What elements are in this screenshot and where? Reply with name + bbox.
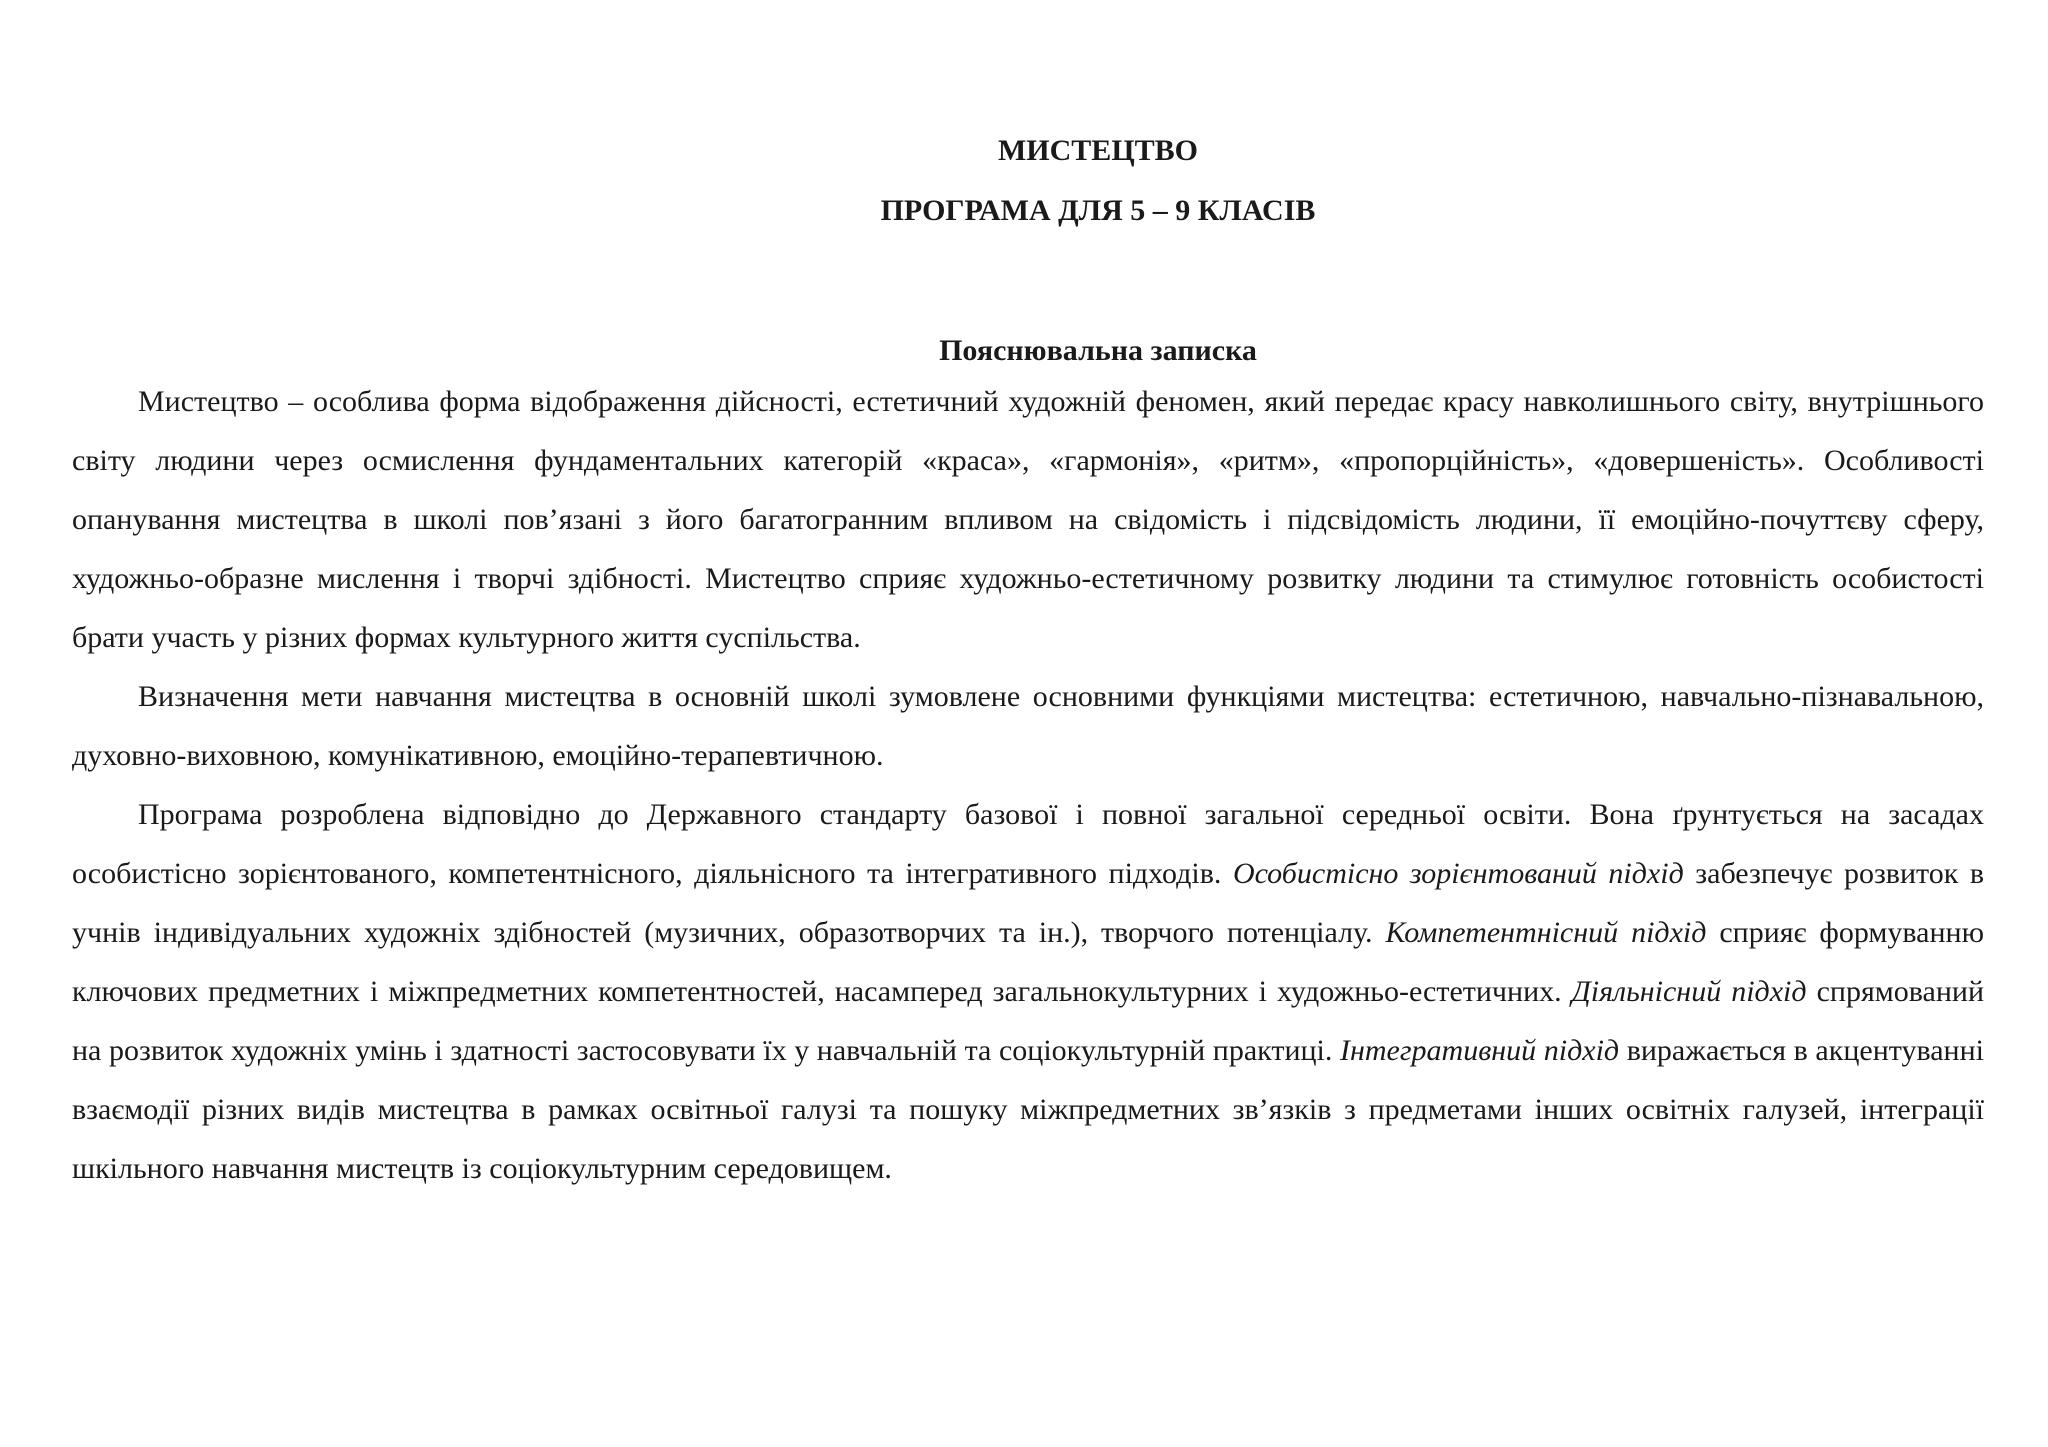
document-page — [72, 132, 1984, 1198]
section-heading: Пояснювальна записка — [939, 334, 1257, 367]
paragraph-2: Визначення мети навчання мистецтва в основній школі зумовлене основними функціями мистецтва: естетичною, навчально-пізнавальною, духовно-виховною, комунікативною, емоційно-терапевтичною. — [72, 680, 1984, 772]
paragraph-3-text-b: забезпечує розвиток в учнів індивідуальних художніх здібностей (музичних, образотворчих та ін.), творчого потенціалу. — [72, 857, 1984, 949]
document-subtitle: ПРОГРАМА ДЛЯ 5 – 9 КЛАСІВ — [880, 194, 1316, 227]
document-title: МИСТЕЦТВО — [997, 134, 1199, 167]
personal-approach-term: Особистісно зорієнтований підхід — [1232, 857, 1684, 890]
paragraph-1: Мистецтво – особлива форма відображення дійсності, естетичний художній феномен, який передає красу навколишнього світу, внутрішнього світу людини через осмислення фундаментальних категорій «краса», «гармонія», «ритм», «пропорційність», «довершеність». Особливості опанування мистецтва в школі пов’язані з його багатогранним впливом на свідомість і підсвідомість людини, її емоційно-почуттєву сферу, художньо-образне мислення і творчі здібності. Мистецтво сприяє художньо-естетичному розвитку людини та стимулює готовність особистості брати участь у різних формах культурного життя суспільства. — [72, 385, 1984, 654]
integrative-approach-term: Інтегративний підхід — [1340, 1034, 1620, 1067]
paragraph-3-text-e: виражається в акцентуванні взаємодії різних видів мистецтва в рамках освітньої галузі та пошуку міжпредметних зв’язків з предметами інших освітніх галузей, інтеграції шкільного навчання мистецтв із соціокультурним середовищем. — [72, 1034, 1984, 1185]
paragraph-3-text-d: спрямований на розвиток художніх умінь і здатності застосовувати їх у навчальній та соціокультурній практиці. — [72, 975, 1985, 1067]
paragraph-3-text-a: Програма розроблена відповідно до Державного стандарту базової і повної загальної середньої освіти. Вона ґрунтується на засадах особистісно зорієнтованого, компетентнісного, діяльнісного та інтегративного підходів. — [72, 798, 1984, 890]
competence-approach-term: Компетентнісний підхід — [1385, 916, 1707, 949]
paragraph-3-text-c: сприяє формуванню ключових предметних і міжпредметних компетентностей, насамперед загальнокультурних і художньо-естетичних. — [72, 916, 1984, 1008]
activity-approach-term: Діяльнісний підхід — [1571, 975, 1807, 1008]
paragraph-3 — [72, 785, 1984, 1198]
